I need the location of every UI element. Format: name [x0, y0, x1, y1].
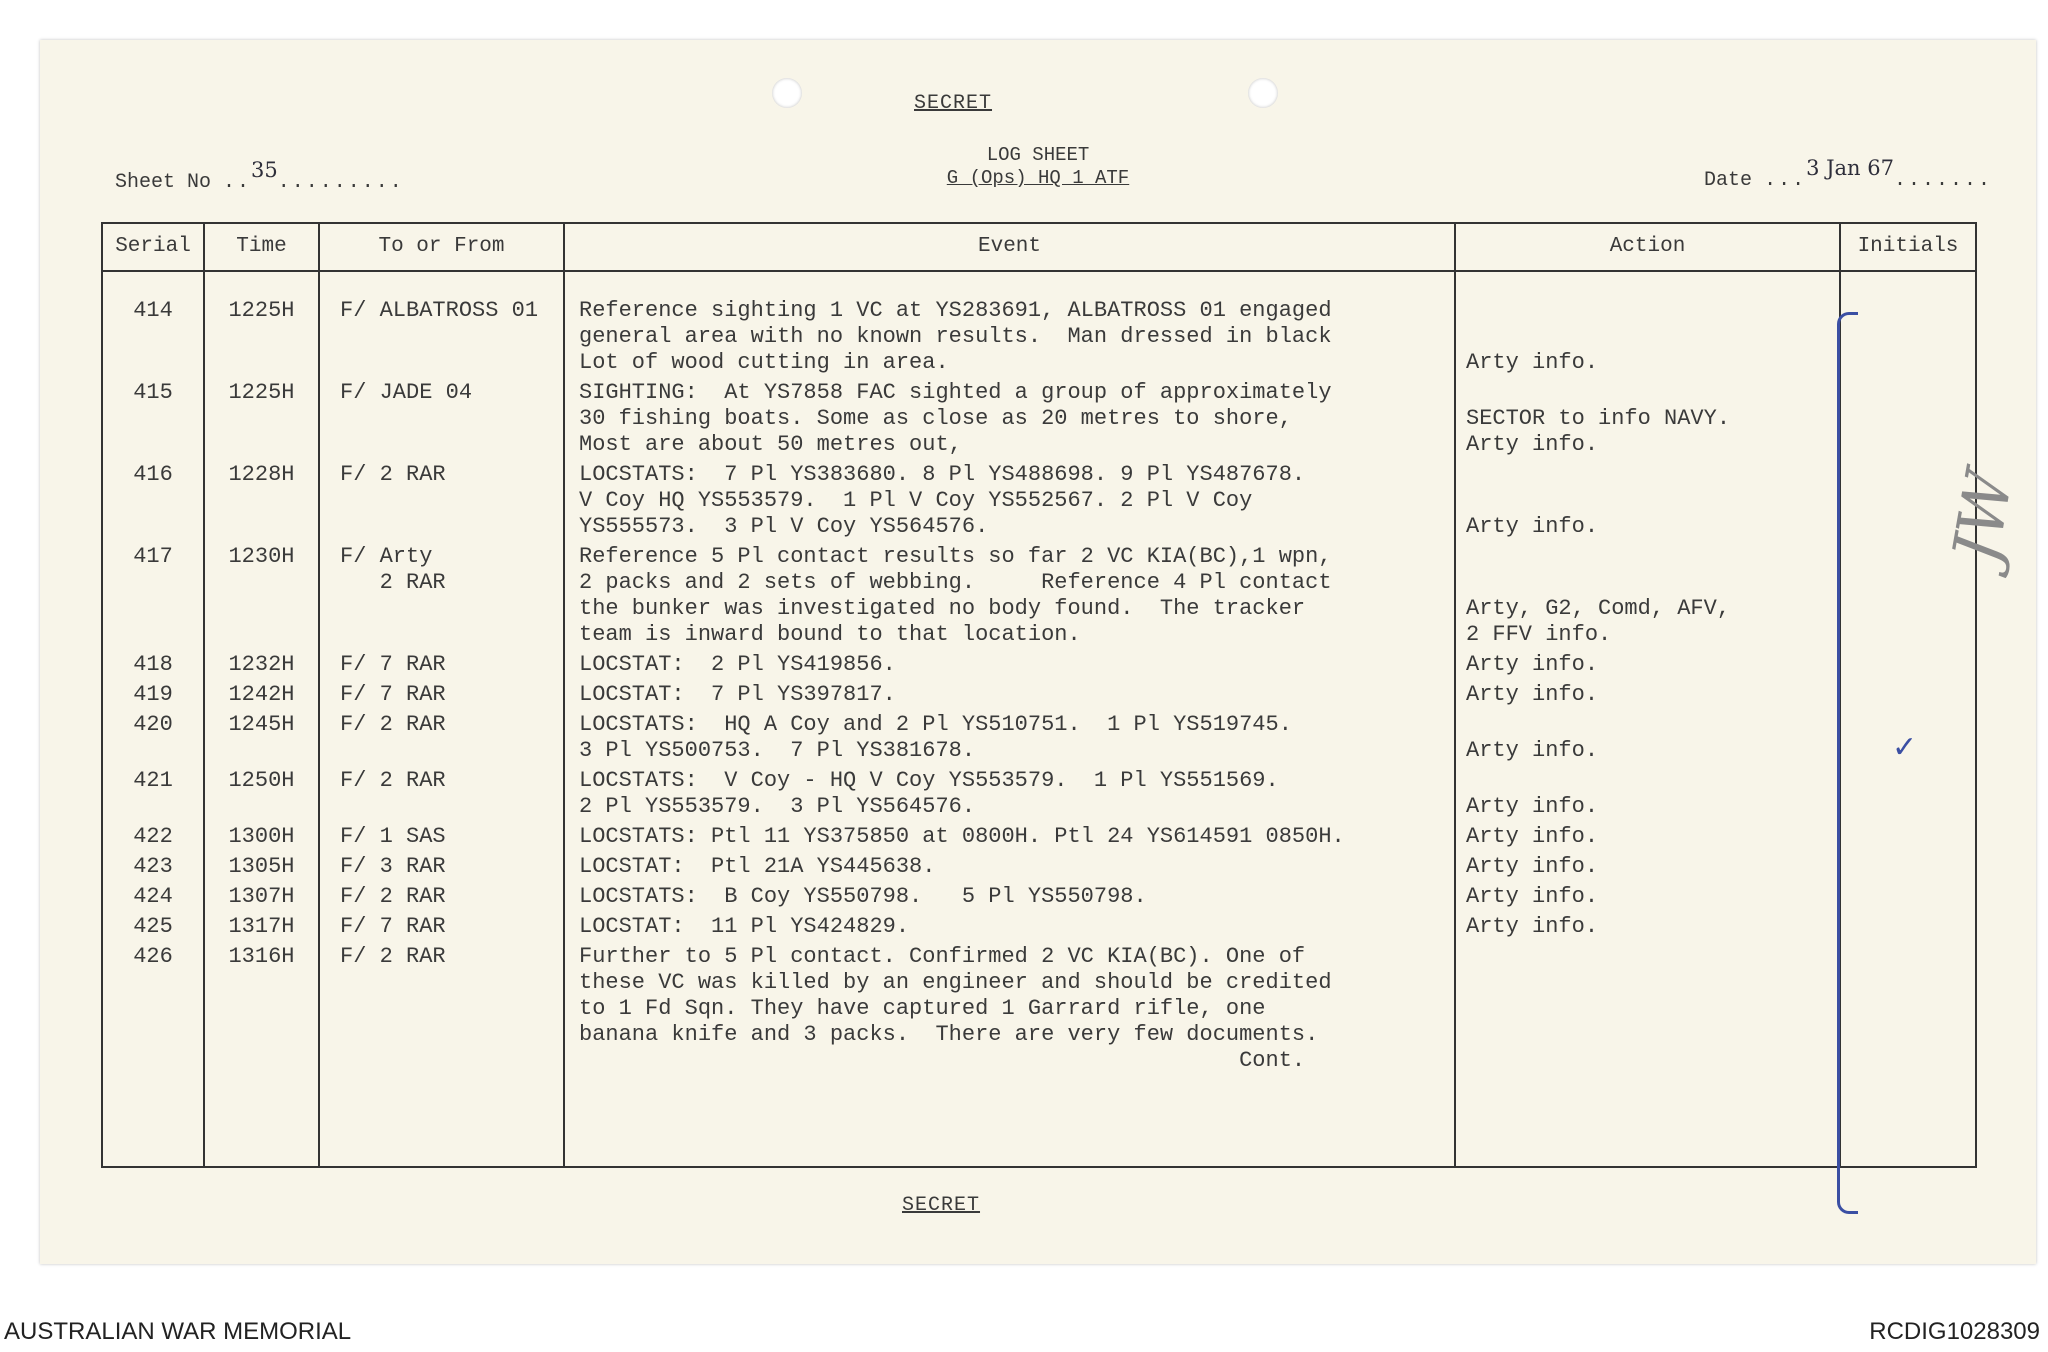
from-entry-420	[320, 712, 563, 764]
time-line: 1225H	[228, 298, 295, 323]
event-line: 30 fishing boats. Some as close as 20 metres to shore,	[579, 406, 1292, 431]
from-line	[320, 432, 563, 458]
action-entry-425	[1456, 914, 1839, 940]
action-entry-424	[1456, 884, 1839, 910]
time-entry-421	[205, 768, 318, 820]
sheet-number-field: Sheet No ..35.........	[115, 158, 404, 194]
serial-line	[103, 996, 203, 1022]
from-line	[320, 622, 563, 648]
punch-hole-left	[772, 78, 802, 108]
from-entry-414	[320, 298, 563, 376]
from-entry-418	[320, 652, 563, 678]
unit-title: G (Ops) HQ 1 ATF	[946, 167, 1130, 189]
serial-entry-414	[103, 298, 203, 376]
from-line	[320, 970, 563, 996]
from-line: F/ Arty	[340, 544, 433, 569]
serial-line	[103, 738, 203, 764]
from-entry-421	[320, 768, 563, 820]
event-line: LOCSTAT: 11 Pl YS424829.	[579, 914, 910, 939]
event-line: 2 packs and 2 sets of webbing. Reference 4 Pl contact	[579, 570, 1332, 595]
time-line	[205, 622, 318, 648]
event-entry-426	[565, 944, 1454, 1074]
event-entry-415	[565, 380, 1454, 458]
from-entry-424	[320, 884, 563, 910]
action-line: Arty info.	[1466, 682, 1599, 707]
action-line	[1456, 570, 1839, 596]
from-line	[320, 738, 563, 764]
event-line: LOCSTATS: V Coy - HQ V Coy YS553579. 1 Pl YS551569.	[579, 768, 1279, 793]
time-line	[205, 794, 318, 820]
serial-entry-423	[103, 854, 203, 880]
action-line	[1456, 712, 1839, 738]
serial-entry-422	[103, 824, 203, 850]
serial-line	[103, 1022, 203, 1048]
serial-line	[103, 432, 203, 458]
punch-hole-right	[1248, 78, 1278, 108]
action-entry-415	[1456, 380, 1839, 458]
serial-line: 418	[133, 652, 173, 677]
time-entry-415	[205, 380, 318, 458]
action-entry-414	[1456, 298, 1839, 376]
action-line: Arty info.	[1466, 432, 1599, 457]
from-entry-422	[320, 824, 563, 850]
event-line: LOCSTATS: 7 Pl YS383680. 8 Pl YS488698. 9 Pl YS487678.	[579, 462, 1306, 487]
serial-entry-417	[103, 544, 203, 648]
from-line: F/ 2 RAR	[340, 712, 446, 737]
time-line: 1232H	[228, 652, 295, 677]
from-entry-425	[320, 914, 563, 940]
from-line	[320, 1048, 563, 1074]
top-classification: SECRET	[914, 92, 993, 115]
from-line: F/ 1 SAS	[340, 824, 446, 849]
time-line	[205, 432, 318, 458]
from-line	[320, 406, 563, 432]
action-line: SECTOR to info NAVY.	[1466, 406, 1731, 431]
event-line: Lot of wood cutting in area.	[579, 350, 949, 375]
serial-line	[103, 324, 203, 350]
serial-entry-420	[103, 712, 203, 764]
time-line: 1307H	[228, 884, 295, 909]
time-line: 1300H	[228, 824, 295, 849]
event-entry-417	[565, 544, 1454, 648]
action-entry-418	[1456, 652, 1839, 678]
table-header-row	[102, 223, 1976, 271]
from-line	[320, 1022, 563, 1048]
action-line: Arty info.	[1466, 884, 1599, 909]
from-entry-417	[320, 544, 563, 648]
serial-entry-419	[103, 682, 203, 708]
action-line	[1456, 1048, 1839, 1074]
from-entry-419	[320, 682, 563, 708]
action-line	[1456, 1022, 1839, 1048]
serial-line: 426	[133, 944, 173, 969]
action-line	[1456, 380, 1839, 406]
serial-column	[102, 271, 204, 1167]
from-line	[320, 350, 563, 376]
time-line: 1225H	[228, 380, 295, 405]
bottom-classification: SECRET	[902, 1194, 981, 1217]
action-entry-421	[1456, 768, 1839, 820]
action-column	[1455, 271, 1840, 1167]
from-line: F/ 2 RAR	[340, 884, 446, 909]
event-entry-422	[565, 824, 1454, 850]
action-line	[1456, 324, 1839, 350]
date-label: Date	[1704, 169, 1753, 192]
action-line	[1456, 768, 1839, 794]
time-entry-426	[205, 944, 318, 1074]
from-entry-416	[320, 462, 563, 540]
event-column	[564, 271, 1455, 1167]
serial-entry-424	[103, 884, 203, 910]
event-entry-420	[565, 712, 1454, 764]
footer-credit: AUSTRALIAN WAR MEMORIAL	[4, 1318, 352, 1345]
from-line: F/ 2 RAR	[340, 944, 446, 969]
col-header-serial: Serial	[102, 223, 204, 271]
time-line	[205, 1022, 318, 1048]
action-entry-423	[1456, 854, 1839, 880]
action-line: Arty info.	[1466, 738, 1599, 763]
event-entry-424	[565, 884, 1454, 910]
time-entry-425	[205, 914, 318, 940]
event-line: LOCSTATS: B Coy YS550798. 5 Pl YS550798.	[579, 884, 1147, 909]
event-entry-418	[565, 652, 1454, 678]
event-line: general area with no known results. Man dressed in black	[579, 324, 1332, 349]
event-entry-416	[565, 462, 1454, 540]
time-entry-423	[205, 854, 318, 880]
from-entry-415	[320, 380, 563, 458]
serial-entry-421	[103, 768, 203, 820]
time-entry-418	[205, 652, 318, 678]
event-entry-414	[565, 298, 1454, 376]
serial-line	[103, 514, 203, 540]
from-line	[320, 996, 563, 1022]
serial-line	[103, 488, 203, 514]
from-line: F/ 2 RAR	[340, 768, 446, 793]
serial-line: 420	[133, 712, 173, 737]
serial-entry-415	[103, 380, 203, 458]
from-entry-426	[320, 944, 563, 1074]
time-line	[205, 570, 318, 596]
from-line	[320, 596, 563, 622]
time-line	[205, 324, 318, 350]
event-line: 2 Pl YS553579. 3 Pl YS564576.	[579, 794, 976, 819]
date-value: 3 Jan 67	[1806, 156, 1894, 180]
from-line: F/ 7 RAR	[340, 652, 446, 677]
from-line	[320, 324, 563, 350]
time-line: 1316H	[228, 944, 295, 969]
event-line: LOCSTATS: HQ A Coy and 2 Pl YS510751. 1 Pl YS519745.	[579, 712, 1292, 737]
event-line: Further to 5 Pl contact. Confirmed 2 VC KIA(BC). One of	[579, 944, 1306, 969]
action-entry-419	[1456, 682, 1839, 708]
col-header-action: Action	[1455, 223, 1840, 271]
event-line: V Coy HQ YS553579. 1 Pl V Coy YS552567. 2 Pl V Coy	[579, 488, 1253, 513]
from-line	[320, 794, 563, 820]
log-table	[101, 222, 1977, 1168]
form-title: LOG SHEET	[986, 144, 1090, 166]
action-line: Arty info.	[1466, 794, 1599, 819]
event-line: LOCSTATS: Ptl 11 YS375850 at 0800H. Ptl 24 YS614591 0850H.	[579, 824, 1345, 849]
action-entry-420	[1456, 712, 1839, 764]
event-line: these VC was killed by an engineer and should be credited	[579, 970, 1332, 995]
action-line	[1456, 544, 1839, 570]
event-line: team is inward bound to that location.	[579, 622, 1081, 647]
event-line: SIGHTING: At YS7858 FAC sighted a group of approximately	[579, 380, 1332, 405]
action-line: Arty info.	[1466, 854, 1599, 879]
time-entry-419	[205, 682, 318, 708]
action-line: Arty info.	[1466, 824, 1599, 849]
from-entry-423	[320, 854, 563, 880]
action-line	[1456, 996, 1839, 1022]
serial-line: 417	[133, 544, 173, 569]
time-line	[205, 1048, 318, 1074]
time-line: 1245H	[228, 712, 295, 737]
action-line	[1456, 298, 1839, 324]
serial-line	[103, 794, 203, 820]
serial-line	[103, 406, 203, 432]
event-entry-423	[565, 854, 1454, 880]
action-entry-422	[1456, 824, 1839, 850]
event-line: Cont.	[579, 1048, 1306, 1073]
action-line: Arty info.	[1466, 514, 1599, 539]
time-line: 1250H	[228, 768, 295, 793]
from-line	[320, 514, 563, 540]
action-line: 2 FFV info.	[1466, 622, 1612, 647]
from-line: F/ 7 RAR	[340, 682, 446, 707]
serial-entry-425	[103, 914, 203, 940]
serial-entry-426	[103, 944, 203, 1074]
to-or-from-column	[319, 271, 564, 1167]
serial-entry-416	[103, 462, 203, 540]
action-line	[1456, 944, 1839, 970]
event-line: Most are about 50 metres out,	[579, 432, 962, 457]
time-line	[205, 970, 318, 996]
initials-bracket-mark	[1837, 312, 1858, 1214]
event-line: Reference 5 Pl contact results so far 2 VC KIA(BC),1 wpn,	[579, 544, 1332, 569]
time-entry-417	[205, 544, 318, 648]
time-line	[205, 488, 318, 514]
time-line	[205, 996, 318, 1022]
footer-image-id: RCDIG1028309	[1869, 1318, 2040, 1345]
time-entry-420	[205, 712, 318, 764]
serial-entry-418	[103, 652, 203, 678]
time-line: 1228H	[228, 462, 295, 487]
event-line: to 1 Fd Sqn. They have captured 1 Garrard rifle, one	[579, 996, 1266, 1021]
time-line	[205, 406, 318, 432]
event-line: LOCSTAT: 2 Pl YS419856.	[579, 652, 896, 677]
serial-line	[103, 970, 203, 996]
serial-line	[103, 1048, 203, 1074]
time-line	[205, 514, 318, 540]
sheet-number-label: Sheet No	[115, 171, 212, 194]
log-sheet-paper	[40, 40, 2036, 1264]
event-line: LOCSTAT: Ptl 21A YS445638.	[579, 854, 936, 879]
col-header-event: Event	[564, 223, 1455, 271]
event-line: the bunker was investigated no body found. The tracker	[579, 596, 1306, 621]
initials-column	[1840, 271, 1976, 1167]
action-line	[1456, 970, 1839, 996]
from-line: F/ 3 RAR	[340, 854, 446, 879]
time-entry-424	[205, 884, 318, 910]
from-line: F/ JADE 04	[340, 380, 473, 405]
from-line: F/ 2 RAR	[340, 462, 446, 487]
time-line	[205, 738, 318, 764]
serial-line	[103, 570, 203, 596]
action-line	[1456, 462, 1839, 488]
date-field: Date ...3 Jan 67.......	[1704, 156, 1992, 192]
action-line	[1456, 488, 1839, 514]
action-line: Arty, G2, Comd, AFV,	[1466, 596, 1731, 621]
event-line: Reference sighting 1 VC at YS283691, ALBATROSS 01 engaged	[579, 298, 1332, 323]
time-entry-416	[205, 462, 318, 540]
time-entry-422	[205, 824, 318, 850]
time-line: 1305H	[228, 854, 295, 879]
time-line: 1242H	[228, 682, 295, 707]
serial-line	[103, 622, 203, 648]
event-line: 3 Pl YS500753. 7 Pl YS381678.	[579, 738, 976, 763]
serial-line: 415	[133, 380, 173, 405]
from-line: F/ ALBATROSS 01	[340, 298, 539, 323]
serial-line	[103, 596, 203, 622]
event-line: LOCSTAT: 7 Pl YS397817.	[579, 682, 896, 707]
time-line	[205, 596, 318, 622]
col-header-initials: Initials	[1840, 223, 1976, 271]
time-entry-414	[205, 298, 318, 376]
event-entry-421	[565, 768, 1454, 820]
event-entry-419	[565, 682, 1454, 708]
col-header-time: Time	[204, 223, 319, 271]
serial-line: 422	[133, 824, 173, 849]
action-line: Arty info.	[1466, 914, 1599, 939]
serial-line: 414	[133, 298, 173, 323]
time-line	[205, 350, 318, 376]
serial-line: 425	[133, 914, 173, 939]
from-line: F/ 7 RAR	[340, 914, 446, 939]
action-entry-417	[1456, 544, 1839, 648]
time-line: 1230H	[228, 544, 295, 569]
sheet-number-value: 35	[251, 158, 278, 182]
serial-line	[103, 350, 203, 376]
serial-line: 416	[133, 462, 173, 487]
serial-line: 424	[133, 884, 173, 909]
serial-line: 423	[133, 854, 173, 879]
time-line: 1317H	[228, 914, 295, 939]
serial-line: 421	[133, 768, 173, 793]
time-column	[204, 271, 319, 1167]
action-line: Arty info.	[1466, 652, 1599, 677]
initials-signature: JW	[1939, 465, 2029, 569]
table-body	[102, 271, 1976, 1167]
initials-tick-mark: ✓	[1892, 730, 1918, 765]
col-header-to-or-from: To or From	[319, 223, 564, 271]
action-line: Arty info.	[1466, 350, 1599, 375]
from-line: 2 RAR	[340, 570, 446, 595]
event-line: YS555573. 3 Pl V Coy YS564576.	[579, 514, 989, 539]
from-line	[320, 488, 563, 514]
event-entry-425	[565, 914, 1454, 940]
action-entry-416	[1456, 462, 1839, 540]
serial-line: 419	[133, 682, 173, 707]
action-entry-426	[1456, 944, 1839, 1074]
event-line: banana knife and 3 packs. There are very few documents.	[579, 1022, 1319, 1047]
